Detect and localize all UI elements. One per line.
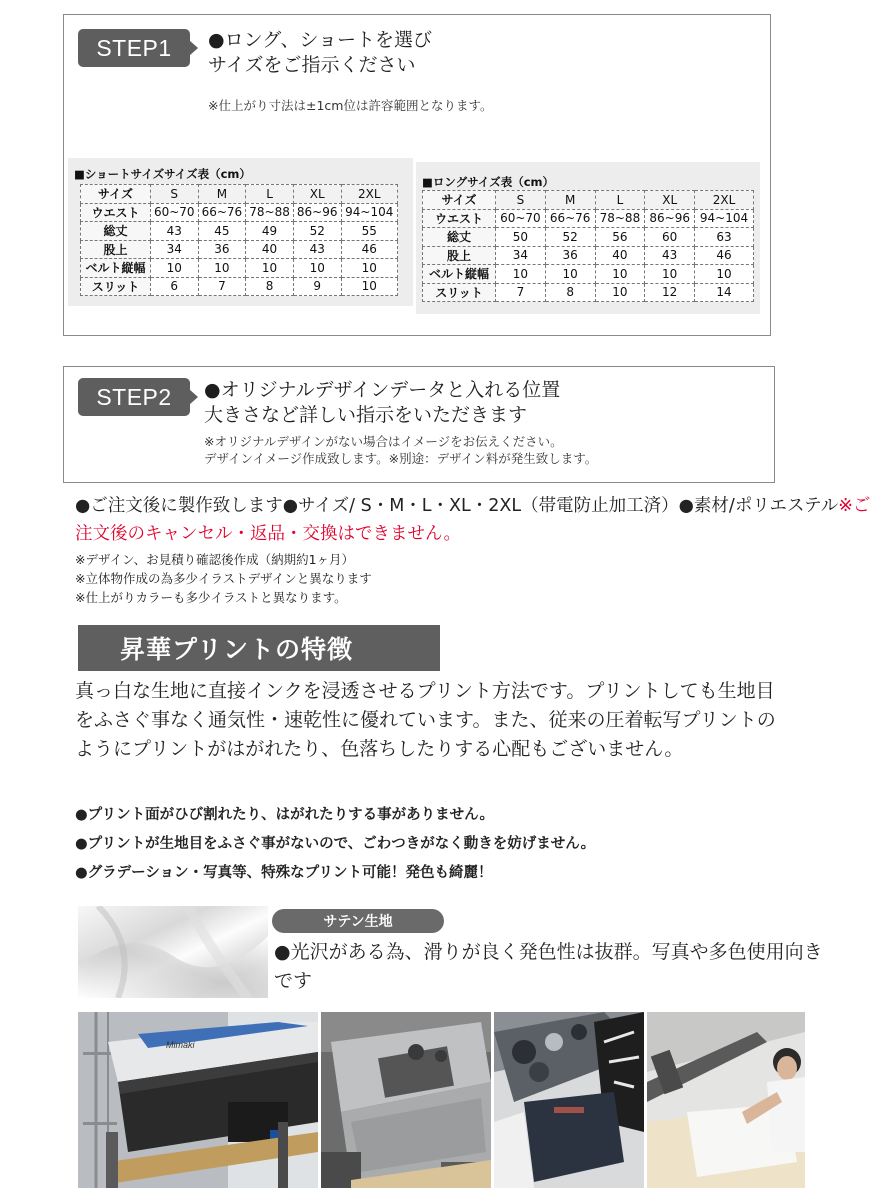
order-details: ●ご注文後に製作致します●サイズ/ S・M・L・XL・2XL（帯電防止加工済）●素材/ポリエステル <box>75 496 839 516</box>
table-cell: 52 <box>293 222 341 241</box>
table-cell: 40 <box>595 246 645 265</box>
step2-line1: ●オリジナルデザインデータと入れる位置 <box>204 379 561 401</box>
feature-points <box>75 801 595 888</box>
step2-instructions <box>204 378 560 428</box>
table-header-cell: サイズ <box>81 185 151 204</box>
step2-notes <box>204 433 597 467</box>
table-cell: 52 <box>545 228 595 247</box>
table-cell: 10 <box>293 259 341 278</box>
table-cell: 7 <box>198 277 246 296</box>
table-cell: 66~76 <box>545 209 595 228</box>
table-header-cell: サイズ <box>423 191 496 210</box>
table-cell: 10 <box>341 259 397 278</box>
table-cell: 36 <box>545 246 595 265</box>
table-row <box>81 222 398 241</box>
step1-badge-arrow <box>189 40 198 56</box>
table-cell: 36 <box>198 240 246 259</box>
satin-description: ●光沢がある為、滑りが良く発色性は抜群。写真や多色使用向きです <box>274 941 823 992</box>
table-cell: 43 <box>645 246 695 265</box>
long-size-table <box>422 190 754 302</box>
table-cell: 94~104 <box>695 209 754 228</box>
cancellation-warning: ※ご注文後のキャンセル・返品・交換はできません。 <box>75 496 871 544</box>
short-size-table <box>80 184 398 296</box>
table-cell: 12 <box>645 283 695 302</box>
table-row <box>81 259 398 278</box>
table-header-cell: L <box>595 191 645 210</box>
table-cell: 46 <box>695 246 754 265</box>
table-cell: 10 <box>246 259 294 278</box>
table-row-label: 股上 <box>423 246 496 265</box>
table-cell: 43 <box>150 222 198 241</box>
printer-brand-label: Mimaki <box>166 1040 195 1050</box>
table-row-label: ベルト縦幅 <box>423 265 496 284</box>
worker-photo <box>647 1012 805 1188</box>
table-cell: 49 <box>246 222 294 241</box>
table-cell: 9 <box>293 277 341 296</box>
step2-badge: STEP2 <box>78 378 190 416</box>
step1-badge: STEP1 <box>78 29 190 67</box>
long-size-table-body <box>423 209 754 302</box>
satin-fabric-image <box>78 906 268 998</box>
order-note: ※立体物作成の為多少イラストデザインと異なります <box>75 571 372 586</box>
step1-line1: ●ロング、ショートを選び <box>208 29 433 51</box>
table-row <box>81 277 398 296</box>
table-row <box>423 246 754 265</box>
table-cell: 14 <box>695 283 754 302</box>
table-cell: 63 <box>695 228 754 247</box>
table-cell: 40 <box>246 240 294 259</box>
step1-note: ※仕上がり寸法は±1cm位は許容範囲となります。 <box>208 98 493 113</box>
table-cell: 10 <box>198 259 246 278</box>
table-cell: 10 <box>341 277 397 296</box>
sublimation-description: 真っ白な生地に直接インクを浸透させるプリント方法です。プリントしても生地目をふさぐ事なく通気性・速乾性に優れています。また、従来の圧着転写プリントのようにプリントがはがれたり、色落ちしたりする心配もございません。 <box>75 680 776 760</box>
table-cell: 86~96 <box>293 203 341 222</box>
table-header-cell: S <box>150 185 198 204</box>
satin-fabric-label: サテン生地 <box>272 909 444 933</box>
table-cell: 56 <box>595 228 645 247</box>
table-cell: 6 <box>150 277 198 296</box>
sublimation-features-heading: 昇華プリントの特徴 <box>78 625 440 671</box>
short-size-table-body <box>81 203 398 296</box>
long-size-chart-title: ■ロングサイズ表（cm） <box>422 175 555 189</box>
table-cell: 8 <box>545 283 595 302</box>
step2-note1: ※オリジナルデザインがない場合はイメージをお伝えください。 <box>204 434 563 449</box>
table-row-label: ウエスト <box>423 209 496 228</box>
table-cell: 10 <box>595 265 645 284</box>
table-row <box>81 203 398 222</box>
step2-line2: 大きさなど詳しい指示をいただきます <box>204 404 528 426</box>
table-cell: 86~96 <box>645 209 695 228</box>
table-header-cell: XL <box>293 185 341 204</box>
table-cell: 10 <box>695 265 754 284</box>
long-size-chart <box>416 162 760 314</box>
table-row <box>423 228 754 247</box>
table-cell: 78~88 <box>595 209 645 228</box>
table-cell: 78~88 <box>246 203 294 222</box>
table-header-row <box>423 191 754 210</box>
table-cell: 60~70 <box>496 209 546 228</box>
heat-press-photo <box>321 1012 491 1188</box>
table-cell: 45 <box>198 222 246 241</box>
table-cell: 10 <box>595 283 645 302</box>
short-size-chart <box>68 158 413 306</box>
table-cell: 34 <box>496 246 546 265</box>
order-note: ※仕上がりカラーも多少イラストと異なります。 <box>75 590 347 605</box>
table-cell: 43 <box>293 240 341 259</box>
step2-note2: デザインイメージ作成致します。※別途：デザイン料が発生致します。 <box>204 451 598 466</box>
table-cell: 10 <box>150 259 198 278</box>
table-row-label: スリット <box>423 283 496 302</box>
table-header-cell: S <box>496 191 546 210</box>
table-header-cell: 2XL <box>341 185 397 204</box>
feature-point: ●プリント面がひび割れたり、はがれたりする事がありません。 <box>75 807 494 823</box>
table-header-cell: XL <box>645 191 695 210</box>
table-row-label: 総丈 <box>423 228 496 247</box>
table-row-label: 股上 <box>81 240 151 259</box>
table-cell: 10 <box>496 265 546 284</box>
table-cell: 60~70 <box>150 203 198 222</box>
table-row <box>423 283 754 302</box>
order-info <box>75 492 885 548</box>
table-header-cell: 2XL <box>695 191 754 210</box>
table-cell: 34 <box>150 240 198 259</box>
printer-photo <box>78 1012 318 1188</box>
table-row-label: ベルト縦幅 <box>81 259 151 278</box>
table-row-label: スリット <box>81 277 151 296</box>
step2-badge-arrow <box>189 389 198 405</box>
table-cell: 10 <box>545 265 595 284</box>
feature-point: ●グラデーション・写真等、特殊なプリント可能！発色も綺麗！ <box>75 865 493 881</box>
table-row <box>81 240 398 259</box>
table-row-label: 総丈 <box>81 222 151 241</box>
table-cell: 8 <box>246 277 294 296</box>
short-size-chart-title: ■ショートサイズサイズ表（cm） <box>74 167 251 181</box>
feature-point: ●プリントが生地目をふさぐ事がないので、ごわつきがなく動きを妨げません。 <box>75 836 596 852</box>
order-note: ※デザイン、お見積り確認後作成（納期約1ヶ月） <box>75 552 355 567</box>
table-header-cell: M <box>545 191 595 210</box>
table-header-row <box>81 185 398 204</box>
step1-instructions <box>208 28 432 78</box>
table-row-label: ウエスト <box>81 203 151 222</box>
table-row <box>423 265 754 284</box>
table-cell: 10 <box>645 265 695 284</box>
table-header-cell: L <box>246 185 294 204</box>
table-header-cell: M <box>198 185 246 204</box>
table-cell: 7 <box>496 283 546 302</box>
table-cell: 46 <box>341 240 397 259</box>
printed-fabric-photo <box>494 1012 644 1188</box>
table-cell: 50 <box>496 228 546 247</box>
table-row <box>423 209 754 228</box>
table-cell: 94~104 <box>341 203 397 222</box>
table-cell: 55 <box>341 222 397 241</box>
table-cell: 60 <box>645 228 695 247</box>
table-cell: 66~76 <box>198 203 246 222</box>
order-notes <box>75 550 372 607</box>
step1-line2: サイズをご指示ください <box>208 54 416 76</box>
